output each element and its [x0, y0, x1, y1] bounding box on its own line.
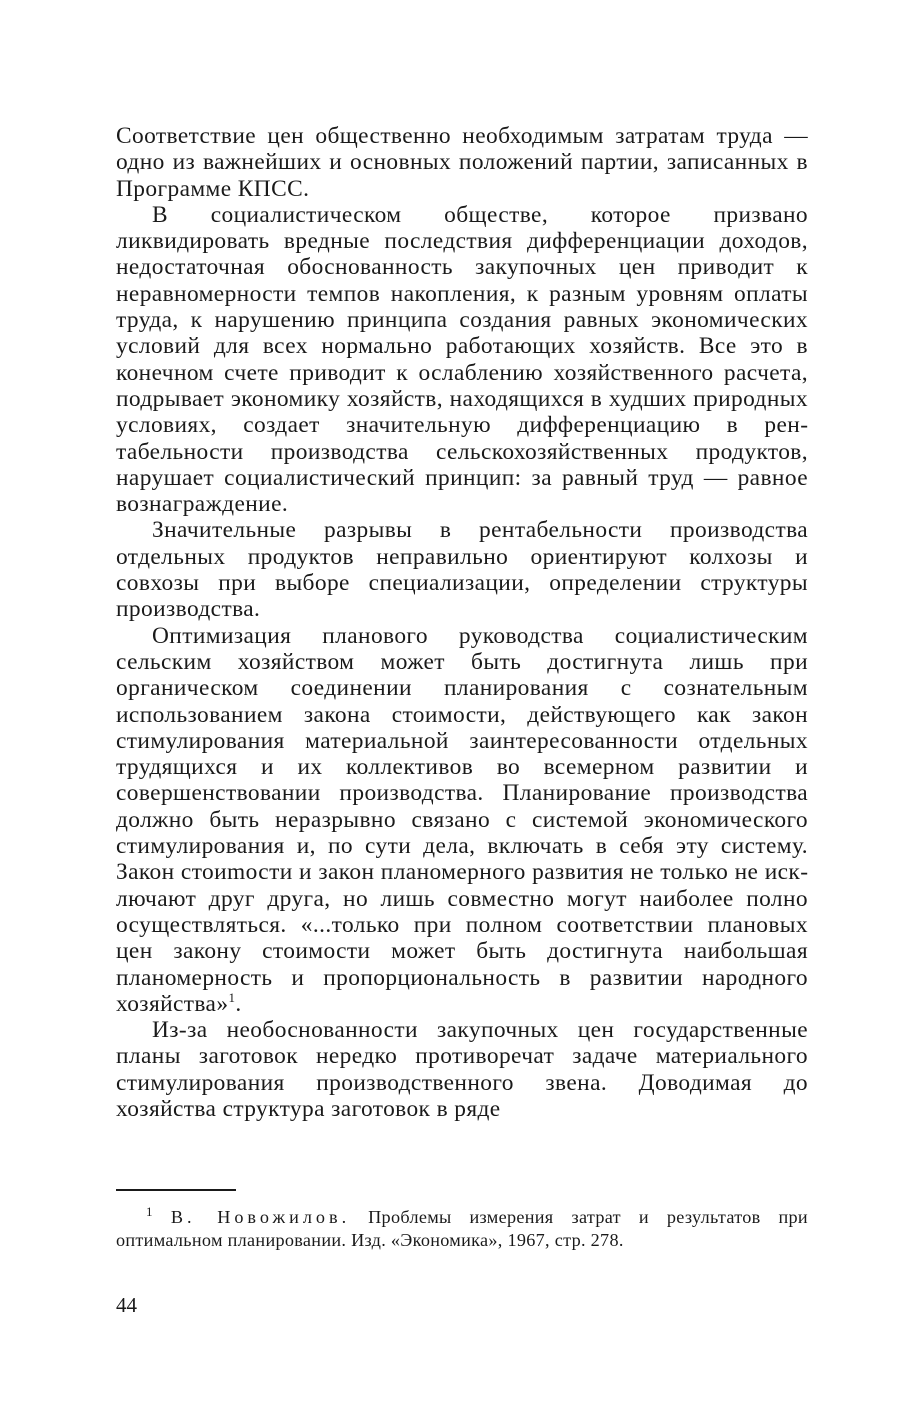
- paragraph-5: Из-за необоснованности закупочных цен государственные планы заготовок нередко противоречат задаче материального стимулирования производственного звена. Доводимая до хозяйства структура заготовок в ряде: [116, 1017, 808, 1122]
- footnote-author: В. Новожилов.: [170, 1207, 351, 1227]
- paragraph-3: Значительные разрывы в рентабельности производства отдельных продуктов неправильно ориентируют колхозы и совхозы при выборе специализации, определении структуры производства.: [116, 517, 808, 623]
- page-number: 44: [116, 1293, 137, 1317]
- footnote: [116, 1203, 808, 1252]
- footnote-reference: 1: [228, 990, 236, 1005]
- footnote-marker: 1: [146, 1203, 153, 1219]
- paragraph-1: Соответствие цен общественно необходимым затратам труда — одно из важнейших и основных положений партии, записанных в Программе КПСС.: [116, 123, 808, 202]
- main-text: [116, 123, 808, 1122]
- paragraph-4-text: Оптимизация планового руководства социалистическим сельским хозяйством может быть достигнута лишь при органическом соединении планирования с сознательным использованием закона стоимости, действующего как закон стимулирования материальной заинтересованности отдельных трудящихся и их коллективов во всемерном развитии и совершенствовании производства. Планирование производства должно быть неразрывно связано с системой экономического стимулирования и, по сути дела, включать в себя эту систему. Закон стоиmости и закон планомерного развития не только не исключают друг друга, но лишь совместно могут наиболее полно осуществляться. «...только при полном соответствии плановых цен закону стоимости может быть достигнута наибольшая планомерность и пропорциональность в развитии народного хозяйства»: [116, 622, 808, 1017]
- footnote-divider: [116, 1189, 236, 1191]
- footnote-text: Проблемы измерения затрат и результатов при оптимальном планировании. Изд. «Экономика», 1967, стр. 278.: [116, 1207, 808, 1250]
- paragraph-4: Оптимизация планового руководства социалистическим сельским хозяйством может быть достигнута лишь при органическом соединении планирования с сознательным использованием закона стоимости, действующего как закон стимулирования материальной заинтересованности отдельных трудящихся и их коллективов во всемерном развитии и совершенствовании производства. Планирование производства должно быть неразрывно связано с системой экономического стимулирования и, по сути дела, включать в себя эту систему. Закон стоиmости и закон планомерного развития не только не исключают друг друга, но лишь совместно могут наиболее полно осуществляться. «...только при полном соответствии плановых цен закону стоимости может быть достигнута наибольшая планомерность и пропорциональность в развитии народного хозяйства»$^1$.: [116, 622, 808, 1017]
- paragraph-2: В социалистическом обществе, которое призвано ликвидировать вредные последствия дифференциации доходов, недостаточная обоснованность закупочных цен приводит к неравномерности темпов накопления, к разным уровням оплаты труда, к нарушению принципа создания равных экономических условий для всех нормально работающих хозяйств. Все это в конечном счете приводит к ослаблению хозяйственного расчета, подрывает экономику хозяйств, находящихся в худших природных условиях, создает значительную дифференциацию в рентабельности производства сельскохозяйственных продуктов, нарушает социалистический принцип: за равный труд — равное вознаграждение.: [116, 201, 808, 518]
